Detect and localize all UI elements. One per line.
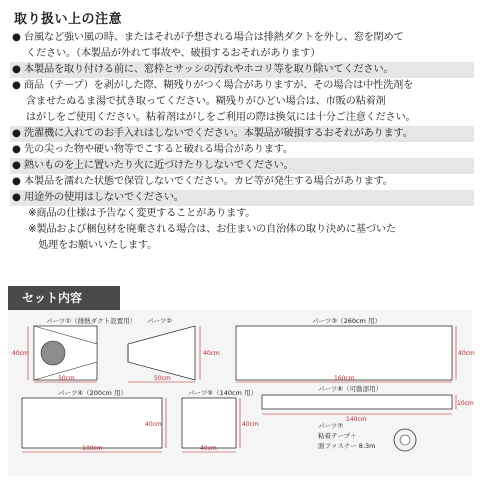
part-4-height: 40cm [145,421,162,428]
note-text: 本製品を取り付ける前に、窓枠とサッシの汚れやホコリ等を取り除いてください。 [24,64,394,75]
part-5 [182,389,259,452]
part-6-label: パーツ⑥（可動部用） [318,385,383,393]
part-5-height: 40cm [242,421,259,428]
part-4-width: 100cm [82,445,103,452]
note-text: はがしをご使用ください。粘着剤はがしをご利用の際は換気には十分ご注意ください。 [26,112,416,123]
part-6-shape [262,395,452,409]
part-5-width: 40cm [200,445,217,452]
note-text: 熱いものを上に置いたり火に近づけたりしないでください。 [24,160,294,171]
part-1 [12,316,136,382]
part-1-height: 40cm [12,350,29,357]
note-text: ※製品および梱包材を廃棄される場合は、お住まいの自治体の取り決めに基づいた [28,224,396,235]
bullet-icon: ● [12,32,21,43]
part-4-shape [22,398,162,448]
notes-title: 取り扱い上の注意 [14,12,123,27]
part-3-shape [236,326,452,380]
note-text: ※商品の仕様は予告なく変更することがあります。 [28,208,256,219]
part-7-label: パーツ⑦ [318,422,344,430]
bullet-icon: ● [12,144,21,155]
note-text: 処理をお願いいたします。 [38,240,158,251]
bullet-icon: ● [12,128,21,139]
note-text: 台風など強い風の時、またはそれが予想される場合は排熱ダクトを外し、窓を閉めて [24,32,404,43]
part-5-label: パーツ⑤（140cm 用） [188,389,257,397]
part-2 [128,317,220,382]
part-3-width: 160cm [334,375,355,382]
part-6-width: 140cm [346,416,367,423]
note-text: ください。（本製品が外れて事故や、破損するおそれがあります） [26,48,321,59]
note-text: 用途外の使用はしないでください。 [24,192,184,203]
bullet-icon: ● [12,192,21,203]
part-6-height: 10cm [457,400,474,407]
bullet-icon: ● [12,160,21,171]
duct-hole-icon [41,341,65,365]
part-2-shape [128,326,195,380]
set-contents-title: セット内容 [8,286,120,310]
part-2-height: 40cm [203,350,220,357]
part-6 [262,384,474,423]
bullet-icon: ● [12,64,21,75]
part-2-width: 50cm [154,375,171,382]
part-4-label: パーツ④（200cm 用） [58,389,127,397]
part-4 [22,389,166,452]
part-3-height: 40cm [458,350,475,357]
bullet-icon: ● [12,176,21,187]
part-2-label: パーツ② [147,317,173,325]
part-7-desc-1: 粘着テープ＋ [318,432,357,440]
part-1-width: 50cm [58,375,75,382]
part-3 [236,317,475,382]
part-7-desc-2: 面ファスナー 8.3m [318,442,376,450]
part-3-label: パーツ③（260cm 用） [312,317,381,325]
bullet-icon: ● [12,80,21,91]
note-text: 洗濯機に入れてのお手入れはしないでください。本製品が破損するおそれがあります。 [24,128,413,139]
note-text: 本製品を濡れた状態で保管しないでください。カビ等が発生する場合があります。 [24,176,393,187]
note-text: 先の尖った物や硬い物等でこすると破れる場合があります。 [24,144,293,155]
part-7 [318,422,416,451]
part-1-label: パーツ①（排熱ダクト設置用） [46,317,137,325]
note-text: 商品（テープ）を剥がした際、糊残りがつく場合がありますが、その場合は中性洗剤を [24,80,414,91]
note-text: 含ませたぬるま湯で拭き取ってください。糊残りがひどい場合は、市販の粘着剤 [26,96,386,107]
part-5-shape [182,398,236,448]
